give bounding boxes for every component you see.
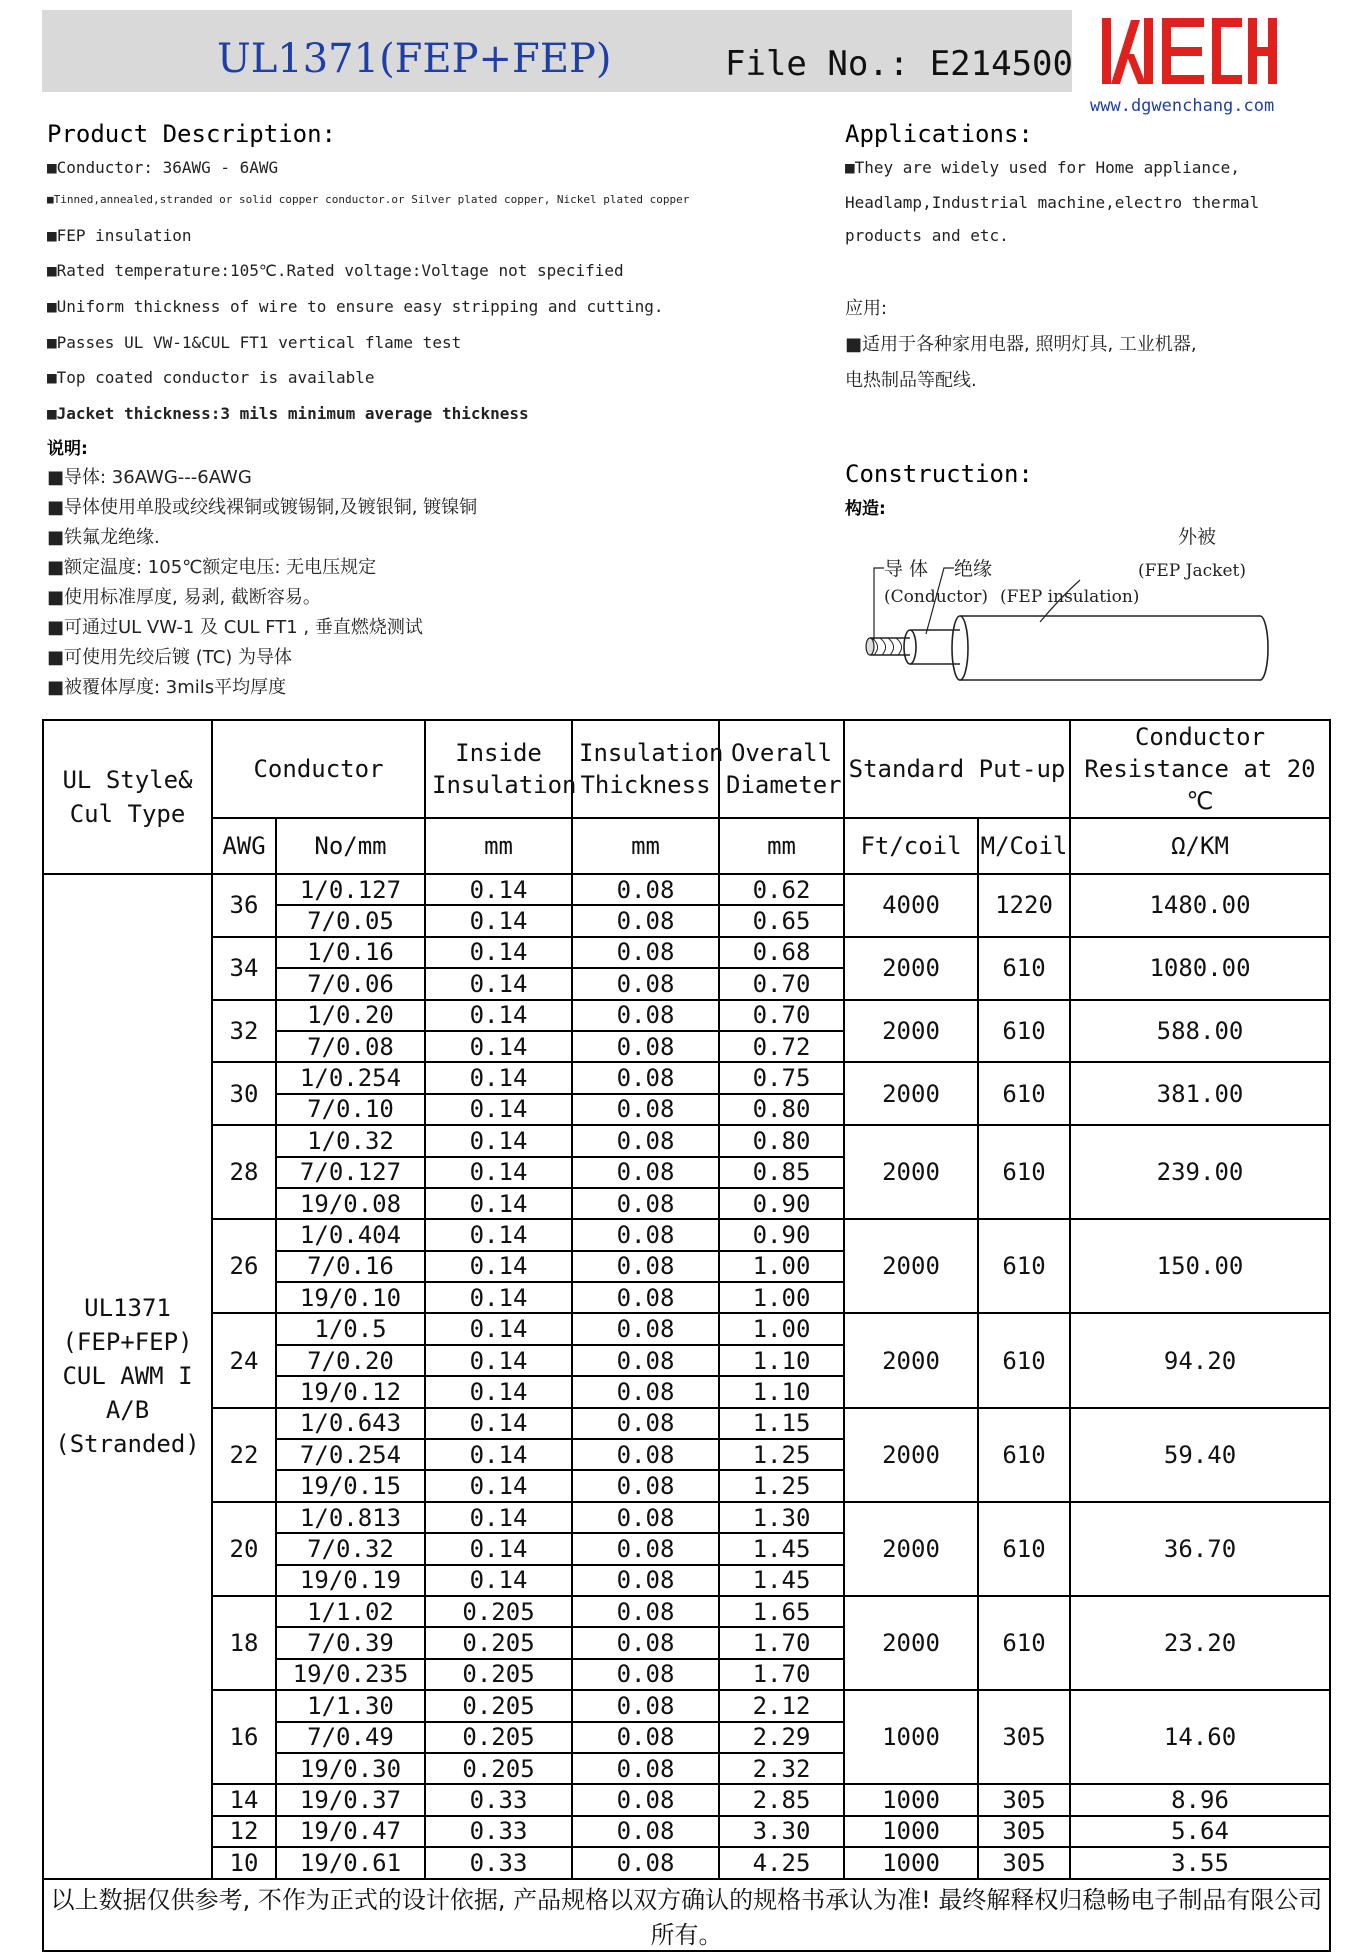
inside-insulation-cell: 0.14 (425, 1031, 572, 1062)
desc-item: ■Passes UL VW-1&CUL FT1 vertical flame test (47, 333, 462, 352)
strand-cell: 19/0.235 (276, 1659, 425, 1690)
overall-diameter-cell: 0.90 (719, 1188, 844, 1219)
insulation-thickness-cell: 0.08 (572, 968, 719, 999)
ft-coil-cell: 1000 (844, 1847, 978, 1878)
cn-description-heading: 说明: (47, 439, 88, 459)
insulation-thickness-cell: 0.08 (572, 1753, 719, 1784)
cn-application-line: 电热制品等配线. (845, 370, 977, 391)
resistance-cell: 5.64 (1070, 1816, 1330, 1847)
awg-cell: 14 (212, 1784, 276, 1815)
header-style: UL Style& Cul Type (43, 720, 212, 874)
inside-insulation-cell: 0.14 (425, 874, 572, 905)
inside-insulation-cell: 0.205 (425, 1690, 572, 1721)
strand-cell: 19/0.61 (276, 1847, 425, 1878)
subheader-mm: mm (719, 818, 844, 874)
jacket-en-label: (FEP Jacket) (1138, 561, 1246, 581)
table-row (43, 1784, 1330, 1815)
subheader-m-coil: M/Coil (978, 818, 1070, 874)
inside-insulation-cell: 0.33 (425, 1816, 572, 1847)
insulation-thickness-cell: 0.08 (572, 1094, 719, 1125)
awg-cell: 22 (212, 1408, 276, 1502)
insulation-thickness-cell: 0.08 (572, 1627, 719, 1658)
insulation-thickness-cell: 0.08 (572, 1784, 719, 1815)
resistance-cell: 23.20 (1070, 1596, 1330, 1690)
table-row (43, 1847, 1330, 1878)
inside-insulation-cell: 0.33 (425, 1847, 572, 1878)
strand-cell: 7/0.16 (276, 1251, 425, 1282)
desc-item: ■FEP insulation (47, 226, 192, 245)
ft-coil-cell: 1000 (844, 1816, 978, 1847)
m-coil-cell: 610 (978, 1000, 1070, 1063)
inside-insulation-cell: 0.14 (425, 1439, 572, 1470)
insulation-thickness-cell: 0.08 (572, 1722, 719, 1753)
strand-cell: 19/0.47 (276, 1816, 425, 1847)
insulation-thickness-cell: 0.08 (572, 1125, 719, 1156)
insulation-thickness-cell: 0.08 (572, 1376, 719, 1407)
conductor-en-label: (Conductor) (884, 587, 989, 607)
header-overall-diameter: Overall Diameter (719, 720, 844, 818)
insulation-thickness-cell: 0.08 (572, 1847, 719, 1878)
cn-application-line: ■适用于各种家用电器, 照明灯具, 工业机器, (845, 334, 1197, 355)
awg-cell: 30 (212, 1062, 276, 1125)
cn-desc-item: ■可使用先绞后镀 (TC) 为导体 (47, 647, 293, 668)
inside-insulation-cell: 0.14 (425, 1313, 572, 1344)
insulation-thickness-cell: 0.08 (572, 1219, 719, 1250)
awg-cell: 20 (212, 1502, 276, 1596)
cable-style-line: UL1371 (84, 1294, 171, 1323)
insulation-thickness-cell: 0.08 (572, 937, 719, 968)
cn-desc-item: ■使用标准厚度, 易剥, 截断容易。 (47, 587, 321, 608)
m-coil-cell: 610 (978, 1408, 1070, 1502)
inside-insulation-cell: 0.14 (425, 1062, 572, 1093)
inside-insulation-cell: 0.14 (425, 1157, 572, 1188)
inside-insulation-cell: 0.14 (425, 1345, 572, 1376)
ft-coil-cell: 2000 (844, 937, 978, 1000)
overall-diameter-cell: 0.62 (719, 874, 844, 905)
table-row (43, 874, 1330, 905)
insulation-thickness-cell: 0.08 (572, 905, 719, 936)
strand-cell: 7/0.20 (276, 1345, 425, 1376)
table-row (43, 1502, 1330, 1533)
m-coil-cell: 305 (978, 1784, 1070, 1815)
resistance-cell: 36.70 (1070, 1502, 1330, 1596)
product-description-heading: Product Description: (47, 120, 336, 148)
strand-cell: 7/0.08 (276, 1031, 425, 1062)
insulation-thickness-cell: 0.08 (572, 1470, 719, 1501)
cable-style-line: CUL AWM I (62, 1362, 193, 1391)
insulation-thickness-cell: 0.08 (572, 1502, 719, 1533)
resistance-cell: 3.55 (1070, 1847, 1330, 1878)
overall-diameter-cell: 1.10 (719, 1345, 844, 1376)
resistance-cell: 239.00 (1070, 1125, 1330, 1219)
jacket-cn-label: 外被 (1178, 526, 1217, 548)
overall-diameter-cell: 0.68 (719, 937, 844, 968)
construction-heading: Construction: (845, 460, 1033, 488)
resistance-cell: 1480.00 (1070, 874, 1330, 937)
overall-diameter-cell: 0.70 (719, 968, 844, 999)
cn-desc-item: ■被覆体厚度: 3mils平均厚度 (47, 677, 287, 698)
m-coil-cell: 305 (978, 1847, 1070, 1878)
insulation-thickness-cell: 0.08 (572, 1439, 719, 1470)
cn-construction-heading: 构造: (845, 499, 886, 519)
inside-insulation-cell: 0.14 (425, 1282, 572, 1313)
strand-cell: 7/0.127 (276, 1157, 425, 1188)
overall-diameter-cell: 0.70 (719, 1000, 844, 1031)
subheader-awg: AWG (212, 818, 276, 874)
inside-insulation-cell: 0.205 (425, 1596, 572, 1627)
table-row (43, 1000, 1330, 1031)
disclaimer-text: 以上数据仅供参考, 不作为正式的设计依据, 产品规格以双方确认的规格书承认为准! 最终解释权归稳畅电子制品有限公司所有。 (43, 1879, 1330, 1951)
ft-coil-cell: 2000 (844, 1000, 978, 1063)
ft-coil-cell: 2000 (844, 1219, 978, 1313)
insulation-thickness-cell: 0.08 (572, 1345, 719, 1376)
overall-diameter-cell: 0.80 (719, 1094, 844, 1125)
strand-cell: 7/0.06 (276, 968, 425, 999)
insulation-thickness-cell: 0.08 (572, 1408, 719, 1439)
table-row (43, 937, 1330, 968)
strand-cell: 1/0.16 (276, 937, 425, 968)
inside-insulation-cell: 0.14 (425, 1408, 572, 1439)
strand-cell: 1/0.813 (276, 1502, 425, 1533)
overall-diameter-cell: 1.10 (719, 1376, 844, 1407)
m-coil-cell: 610 (978, 1313, 1070, 1407)
overall-diameter-cell: 1.25 (719, 1439, 844, 1470)
cn-desc-item: ■导体使用单股或绞线裸铜或镀锡铜,及镀银铜, 镀镍铜 (47, 497, 478, 518)
insulation-thickness-cell: 0.08 (572, 1031, 719, 1062)
conductor-cn-label: 导 体 (884, 558, 929, 580)
overall-diameter-cell: 2.85 (719, 1784, 844, 1815)
header-inside-insulation: Inside Insulation (425, 720, 572, 818)
subheader-mm: mm (572, 818, 719, 874)
m-coil-cell: 610 (978, 1125, 1070, 1219)
inside-insulation-cell: 0.33 (425, 1784, 572, 1815)
cn-desc-item: ■可通过UL VW-1 及 CUL FT1 , 垂直燃烧测试 (47, 617, 423, 638)
inside-insulation-cell: 0.205 (425, 1753, 572, 1784)
insulation-cn-label: 绝缘 (954, 558, 993, 580)
m-coil-cell: 610 (978, 1219, 1070, 1313)
table-row (43, 1125, 1330, 1156)
strand-cell: 7/0.10 (276, 1094, 425, 1125)
m-coil-cell: 610 (978, 1596, 1070, 1690)
cable-style-cell (43, 874, 212, 1879)
strand-cell: 7/0.49 (276, 1722, 425, 1753)
table-row (43, 1062, 1330, 1093)
subheader-mm: mm (425, 818, 572, 874)
header-standard-putup: Standard Put-up (844, 720, 1070, 818)
inside-insulation-cell: 0.14 (425, 968, 572, 999)
strand-cell: 1/1.02 (276, 1596, 425, 1627)
awg-cell: 28 (212, 1125, 276, 1219)
inside-insulation-cell: 0.14 (425, 1125, 572, 1156)
insulation-thickness-cell: 0.08 (572, 1157, 719, 1188)
overall-diameter-cell: 2.12 (719, 1690, 844, 1721)
insulation-thickness-cell: 0.08 (572, 1659, 719, 1690)
disclaimer-row (43, 1879, 1330, 1951)
cable-construction-diagram (860, 518, 1280, 688)
desc-item: ■Rated temperature:105℃.Rated voltage:Voltage not specified (47, 261, 624, 280)
cn-applications-heading: 应用: (845, 298, 888, 319)
strand-cell: 19/0.19 (276, 1565, 425, 1596)
insulation-en-label: (FEP insulation) (1000, 587, 1140, 607)
ft-coil-cell: 2000 (844, 1125, 978, 1219)
insulation-thickness-cell: 0.08 (572, 1000, 719, 1031)
table-row (43, 1313, 1330, 1344)
awg-cell: 24 (212, 1313, 276, 1407)
m-coil-cell: 610 (978, 1502, 1070, 1596)
ft-coil-cell: 2000 (844, 1313, 978, 1407)
application-line: ■They are widely used for Home appliance, (845, 158, 1240, 177)
table-row (43, 1408, 1330, 1439)
insulation-thickness-cell: 0.08 (572, 874, 719, 905)
overall-diameter-cell: 4.25 (719, 1847, 844, 1878)
specification-body (43, 874, 1330, 1951)
strand-cell: 19/0.10 (276, 1282, 425, 1313)
overall-diameter-cell: 1.45 (719, 1533, 844, 1564)
applications-heading: Applications: (845, 120, 1033, 148)
specification-table (42, 719, 1331, 1952)
subheader-ft-coil: Ft/coil (844, 818, 978, 874)
inside-insulation-cell: 0.14 (425, 1470, 572, 1501)
company-logo (1100, 14, 1280, 90)
desc-item: ■Jacket thickness:3 mils minimum average thickness (47, 404, 529, 423)
m-coil-cell: 305 (978, 1816, 1070, 1847)
inside-insulation-cell: 0.14 (425, 1376, 572, 1407)
subheader-ohm-km: Ω/KM (1070, 818, 1330, 874)
table-row (43, 1690, 1330, 1721)
company-website[interactable]: www.dgwenchang.com (1090, 96, 1275, 116)
overall-diameter-cell: 1.30 (719, 1502, 844, 1533)
insulation-thickness-cell: 0.08 (572, 1062, 719, 1093)
inside-insulation-cell: 0.14 (425, 1219, 572, 1250)
strand-cell: 19/0.15 (276, 1470, 425, 1501)
insulation-thickness-cell: 0.08 (572, 1282, 719, 1313)
desc-item: ■Conductor: 36AWG - 6AWG (47, 158, 279, 177)
overall-diameter-cell: 0.65 (719, 905, 844, 936)
inside-insulation-cell: 0.205 (425, 1722, 572, 1753)
awg-cell: 36 (212, 874, 276, 937)
overall-diameter-cell: 1.15 (719, 1408, 844, 1439)
overall-diameter-cell: 1.00 (719, 1282, 844, 1313)
overall-diameter-cell: 0.90 (719, 1219, 844, 1250)
desc-item: ■Uniform thickness of wire to ensure easy stripping and cutting. (47, 297, 664, 316)
overall-diameter-cell: 2.29 (719, 1722, 844, 1753)
header-conductor: Conductor (212, 720, 425, 818)
strand-cell: 1/0.404 (276, 1219, 425, 1250)
insulation-thickness-cell: 0.08 (572, 1533, 719, 1564)
resistance-cell: 14.60 (1070, 1690, 1330, 1784)
ft-coil-cell: 2000 (844, 1596, 978, 1690)
awg-cell: 16 (212, 1690, 276, 1784)
strand-cell: 1/0.5 (276, 1313, 425, 1344)
overall-diameter-cell: 1.00 (719, 1251, 844, 1282)
table-row (43, 1219, 1330, 1250)
strand-cell: 7/0.254 (276, 1439, 425, 1470)
overall-diameter-cell: 1.45 (719, 1565, 844, 1596)
overall-diameter-cell: 0.85 (719, 1157, 844, 1188)
awg-cell: 12 (212, 1816, 276, 1847)
insulation-thickness-cell: 0.08 (572, 1313, 719, 1344)
strand-cell: 1/0.254 (276, 1062, 425, 1093)
strand-cell: 1/0.127 (276, 874, 425, 905)
strand-cell: 19/0.30 (276, 1753, 425, 1784)
m-coil-cell: 305 (978, 1690, 1070, 1784)
strand-cell: 7/0.32 (276, 1533, 425, 1564)
cn-desc-item: ■额定温度: 105℃额定电压: 无电压规定 (47, 557, 377, 578)
overall-diameter-cell: 1.00 (719, 1313, 844, 1344)
inside-insulation-cell: 0.205 (425, 1659, 572, 1690)
ft-coil-cell: 2000 (844, 1502, 978, 1596)
inside-insulation-cell: 0.14 (425, 1000, 572, 1031)
application-line: Headlamp,Industrial machine,electro thermal (845, 193, 1260, 212)
insulation-thickness-cell: 0.08 (572, 1251, 719, 1282)
header-insulation-thickness: Insulation Thickness (572, 720, 719, 818)
strand-cell: 1/0.20 (276, 1000, 425, 1031)
inside-insulation-cell: 0.205 (425, 1627, 572, 1658)
overall-diameter-cell: 1.70 (719, 1659, 844, 1690)
overall-diameter-cell: 0.75 (719, 1062, 844, 1093)
cable-style-line: (FEP+FEP) (62, 1328, 193, 1357)
resistance-cell: 588.00 (1070, 1000, 1330, 1063)
insulation-thickness-cell: 0.08 (572, 1816, 719, 1847)
awg-cell: 18 (212, 1596, 276, 1690)
subheader-no-mm: No/mm (276, 818, 425, 874)
inside-insulation-cell: 0.14 (425, 1565, 572, 1596)
inside-insulation-cell: 0.14 (425, 1502, 572, 1533)
m-coil-cell: 610 (978, 1062, 1070, 1125)
insulation-thickness-cell: 0.08 (572, 1596, 719, 1627)
cable-style-line: A/B (105, 1396, 150, 1425)
strand-cell: 1/1.30 (276, 1690, 425, 1721)
overall-diameter-cell: 3.30 (719, 1816, 844, 1847)
application-line: products and etc. (845, 226, 1009, 245)
resistance-cell: 59.40 (1070, 1408, 1330, 1502)
resistance-cell: 381.00 (1070, 1062, 1330, 1125)
strand-cell: 19/0.37 (276, 1784, 425, 1815)
insulation-thickness-cell: 0.08 (572, 1565, 719, 1596)
ft-coil-cell: 4000 (844, 874, 978, 937)
resistance-cell: 94.20 (1070, 1313, 1330, 1407)
file-number: File No.: E214500 (725, 44, 1073, 84)
cn-desc-item: ■导体: 36AWG---6AWG (47, 467, 252, 488)
overall-diameter-cell: 0.80 (719, 1125, 844, 1156)
cn-desc-item: ■铁氟龙绝缘. (47, 527, 160, 548)
strand-cell: 7/0.05 (276, 905, 425, 936)
ft-coil-cell: 2000 (844, 1408, 978, 1502)
inside-insulation-cell: 0.14 (425, 1533, 572, 1564)
resistance-cell: 8.96 (1070, 1784, 1330, 1815)
awg-cell: 10 (212, 1847, 276, 1878)
awg-cell: 26 (212, 1219, 276, 1313)
cable-style-line: (Stranded) (55, 1430, 200, 1459)
strand-cell: 19/0.08 (276, 1188, 425, 1219)
resistance-cell: 150.00 (1070, 1219, 1330, 1313)
strand-cell: 1/0.643 (276, 1408, 425, 1439)
overall-diameter-cell: 1.25 (719, 1470, 844, 1501)
table-row (43, 1816, 1330, 1847)
inside-insulation-cell: 0.14 (425, 905, 572, 936)
product-model-title: UL1371(FEP+FEP) (217, 36, 612, 82)
ft-coil-cell: 2000 (844, 1062, 978, 1125)
ft-coil-cell: 1000 (844, 1784, 978, 1815)
resistance-cell: 1080.00 (1070, 937, 1330, 1000)
m-coil-cell: 1220 (978, 874, 1070, 937)
overall-diameter-cell: 1.70 (719, 1627, 844, 1658)
header-resistance: Conductor Resistance at 20 ℃ (1070, 720, 1330, 818)
awg-cell: 34 (212, 937, 276, 1000)
strand-cell: 19/0.12 (276, 1376, 425, 1407)
inside-insulation-cell: 0.14 (425, 1188, 572, 1219)
m-coil-cell: 610 (978, 937, 1070, 1000)
desc-item: ■Tinned,annealed,stranded or solid copper conductor.or Silver plated copper, Nickel plated copper (47, 193, 690, 206)
overall-diameter-cell: 1.65 (719, 1596, 844, 1627)
table-row (43, 1596, 1330, 1627)
overall-diameter-cell: 0.72 (719, 1031, 844, 1062)
awg-cell: 32 (212, 1000, 276, 1063)
insulation-thickness-cell: 0.08 (572, 1690, 719, 1721)
insulation-thickness-cell: 0.08 (572, 1188, 719, 1219)
overall-diameter-cell: 2.32 (719, 1753, 844, 1784)
ft-coil-cell: 1000 (844, 1690, 978, 1784)
desc-item: ■Top coated conductor is available (47, 368, 375, 387)
inside-insulation-cell: 0.14 (425, 1094, 572, 1125)
inside-insulation-cell: 0.14 (425, 1251, 572, 1282)
strand-cell: 7/0.39 (276, 1627, 425, 1658)
strand-cell: 1/0.32 (276, 1125, 425, 1156)
inside-insulation-cell: 0.14 (425, 937, 572, 968)
